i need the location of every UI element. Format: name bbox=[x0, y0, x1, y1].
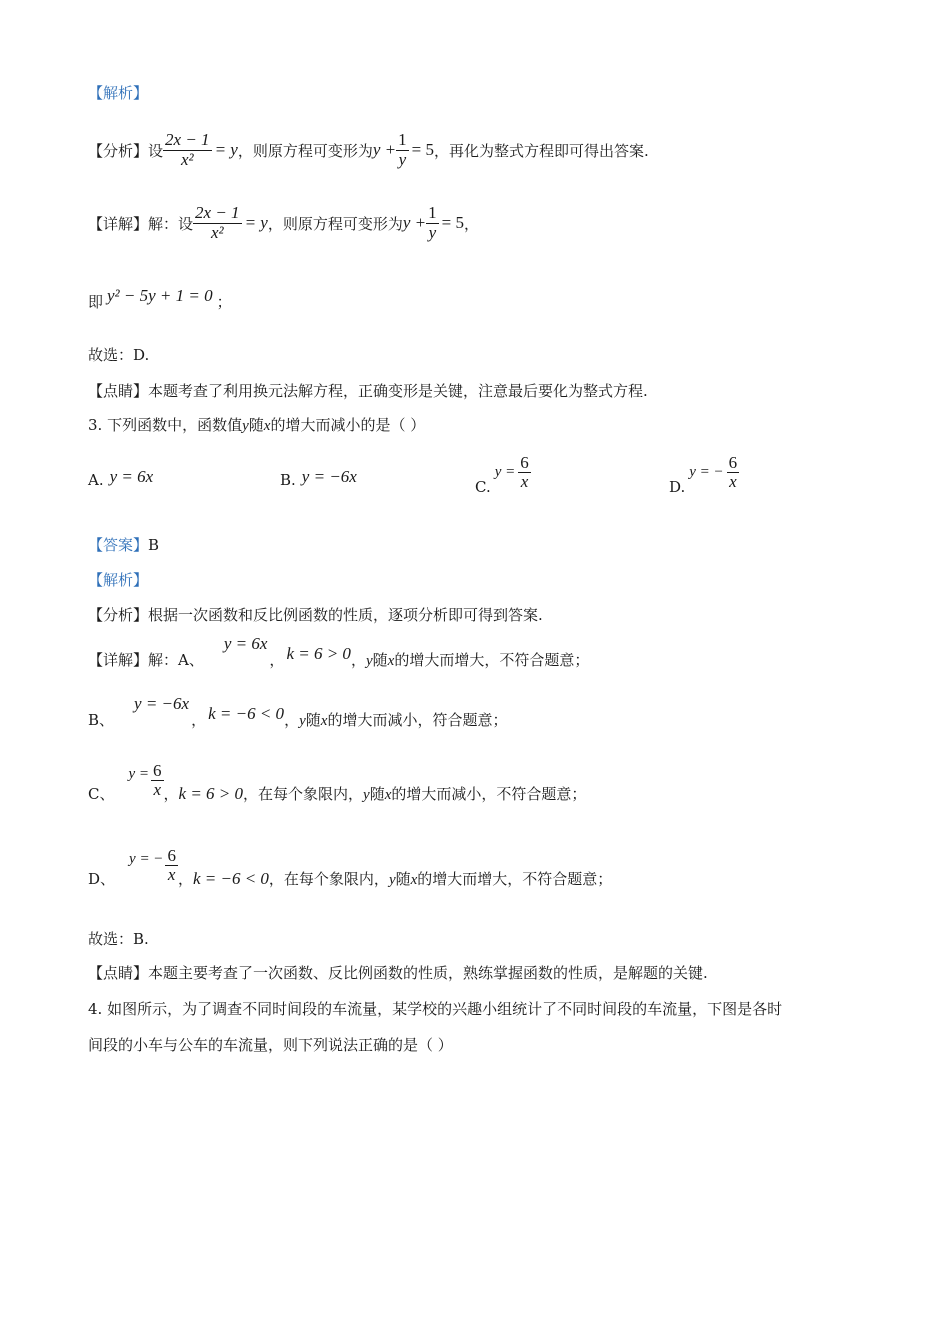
detail-tag: 【详解】 bbox=[88, 214, 149, 233]
fraction-denominator: x bbox=[520, 472, 529, 492]
remark-text: 本题主要考查了一次函数、反比例函数的性质，熟练掌握函数的性质，是解题的关键. bbox=[148, 964, 708, 982]
detail-a-line bbox=[88, 636, 589, 670]
fraction-denominator: x bbox=[167, 865, 176, 885]
question-4-line-2: 间段的小车与公车的车流量，则下列说法正确的是（ ） bbox=[88, 1036, 453, 1054]
equals-five: = 5 bbox=[441, 213, 464, 232]
detail-c-k: k = 6 > 0 bbox=[178, 784, 244, 803]
var-y: y bbox=[365, 653, 373, 669]
fraction-numerator: 1 bbox=[428, 202, 437, 222]
fraction-numerator: 6 bbox=[520, 452, 529, 472]
sui-text: 随 bbox=[372, 651, 388, 669]
detail-b-formula: y = −6x bbox=[134, 694, 190, 713]
analysis-text: 根据一次函数和反比例函数的性质，逐项分析即可得到答案. bbox=[148, 606, 543, 624]
choose-answer-2: 故选：B. bbox=[88, 930, 149, 948]
detail-d-fraction bbox=[165, 847, 178, 885]
detail-d-line bbox=[88, 841, 612, 889]
option-d-label: D. bbox=[669, 478, 686, 496]
fraction-numerator: 6 bbox=[167, 845, 176, 865]
analysis-text-3: ，再化为整式方程即可得出答案. bbox=[433, 141, 649, 160]
detail-text-1: 解：设 bbox=[148, 214, 194, 233]
section-tag-jiexi: 【解析】 bbox=[88, 84, 149, 102]
fraction-numerator: 6 bbox=[153, 760, 162, 780]
detail-c-tail: 的增大而减小，不符合题意； bbox=[391, 785, 587, 803]
choose-answer-1: 故选：D. bbox=[88, 346, 150, 364]
var-y: y bbox=[388, 872, 396, 888]
detail-a-lead: 解：A、 bbox=[148, 651, 204, 669]
detail-c-mid: ，在每个象限内， bbox=[243, 785, 364, 803]
fraction-numerator: 1 bbox=[398, 129, 407, 149]
var-y: y bbox=[299, 713, 306, 729]
substitution-fraction bbox=[193, 204, 242, 242]
detail-c-fraction bbox=[151, 762, 164, 800]
var-y: y bbox=[363, 787, 370, 803]
comma: ， bbox=[350, 651, 366, 669]
comma: ， bbox=[163, 785, 179, 803]
comma: ， bbox=[284, 711, 300, 729]
sui-text: 随 bbox=[305, 711, 321, 729]
analysis-tag: 【分析】 bbox=[88, 606, 149, 624]
detail-tag: 【详解】 bbox=[88, 651, 149, 669]
fraction-denominator: x² bbox=[180, 149, 194, 169]
answer-value: B bbox=[148, 536, 160, 554]
var-x: x bbox=[263, 418, 271, 434]
detail-a-tail: 的增大而增大，不符合题意； bbox=[394, 651, 590, 669]
section-tag-jiexi-2: 【解析】 bbox=[88, 571, 149, 589]
option-c bbox=[475, 448, 531, 496]
detail-b-k: k = −6 < 0 bbox=[208, 704, 285, 723]
option-b-formula: y = −6x bbox=[301, 467, 357, 486]
detail-line-1 bbox=[88, 198, 479, 248]
question-3-stem bbox=[88, 414, 425, 435]
option-a-label: A. bbox=[88, 471, 104, 489]
sui-text: 随 bbox=[395, 870, 411, 888]
fraction-numerator: 6 bbox=[728, 452, 738, 472]
detail-c-line bbox=[88, 756, 586, 804]
detail-text-2: ，则原方程可变形为 bbox=[267, 214, 403, 233]
var-x: x bbox=[387, 653, 395, 669]
analysis-text-1: 设 bbox=[148, 141, 164, 160]
answer-line bbox=[88, 534, 159, 555]
option-a bbox=[88, 467, 154, 490]
detail-b-line bbox=[88, 696, 507, 730]
analysis-line-1 bbox=[88, 125, 649, 175]
analysis-text-2: ，则原方程可变形为 bbox=[237, 141, 373, 160]
detail-b-lead: B、 bbox=[88, 711, 115, 729]
fraction-denominator: x² bbox=[210, 222, 224, 242]
var-x: x bbox=[384, 787, 392, 803]
var-y: y bbox=[242, 418, 249, 434]
option-c-lhs: y = bbox=[494, 464, 516, 481]
detail-d-lead: D、 bbox=[88, 870, 116, 888]
option-d-fraction bbox=[727, 454, 740, 492]
ji-tail: ； bbox=[216, 293, 232, 311]
fraction-numerator: 2x − 1 bbox=[165, 129, 210, 149]
reciprocal-fraction bbox=[426, 204, 439, 242]
equals-five: = 5 bbox=[411, 140, 434, 159]
detail-text-3: ， bbox=[463, 214, 479, 233]
equals-y: = y bbox=[214, 140, 238, 159]
option-b bbox=[280, 467, 357, 490]
question-4-line-1: 4. 如图所示，为了调查不同时间段的车流量，某学校的兴趣小组统计了不同时间段的车流量，下图是各时 bbox=[88, 1000, 783, 1018]
analysis-tag: 【分析】 bbox=[88, 141, 149, 160]
option-d bbox=[669, 448, 739, 496]
remark-tag: 【点睛】 bbox=[88, 382, 149, 400]
detail-d-tail: 的增大而增大，不符合题意； bbox=[417, 870, 613, 888]
option-a-formula: y = 6x bbox=[109, 467, 154, 486]
y-plus: y + bbox=[402, 213, 427, 232]
ji-text: 即 bbox=[88, 293, 104, 311]
detail-c-lhs: y = bbox=[128, 766, 150, 783]
remark-tag: 【点睛】 bbox=[88, 964, 149, 982]
detail-a-formula: y = 6x bbox=[223, 634, 268, 653]
detail-d-lhs: y = − bbox=[129, 851, 164, 868]
remark-line-1 bbox=[88, 380, 648, 401]
remark-text: 本题考查了利用换元法解方程，正确变形是关键，注意最后要化为整式方程. bbox=[148, 382, 648, 400]
fraction-denominator: x bbox=[153, 780, 162, 800]
equals-y: = y bbox=[244, 213, 268, 232]
detail-a-k: k = 6 > 0 bbox=[286, 644, 351, 663]
quadratic-equation: y² − 5y + 1 = 0 bbox=[107, 286, 213, 305]
detail-d-k: k = −6 < 0 bbox=[192, 869, 269, 888]
substitution-fraction bbox=[163, 131, 212, 169]
var-x: x bbox=[410, 872, 418, 888]
fraction-denominator: y bbox=[428, 222, 437, 242]
stem-part-c: 的增大而减小的是（ ） bbox=[270, 416, 426, 434]
detail-b-tail: 的增大而减小，符合题意； bbox=[327, 711, 508, 729]
comma: ， bbox=[191, 711, 207, 729]
fraction-denominator: x bbox=[729, 472, 737, 492]
fraction-denominator: y bbox=[398, 149, 407, 169]
option-c-fraction bbox=[518, 454, 531, 492]
comma: ， bbox=[177, 870, 193, 888]
y-plus: y + bbox=[372, 140, 397, 159]
option-d-lhs: y = − bbox=[689, 464, 724, 481]
stem-part-b: 随 bbox=[248, 416, 264, 434]
detail-d-mid: ，在每个象限内， bbox=[268, 870, 389, 888]
answer-tag: 【答案】 bbox=[88, 536, 149, 554]
reciprocal-fraction bbox=[396, 131, 409, 169]
stem-part-a: 3. 下列函数中，函数值 bbox=[88, 416, 243, 434]
detail-c-lead: C、 bbox=[88, 785, 115, 803]
remark-line-2 bbox=[88, 962, 708, 983]
analysis-line-2 bbox=[88, 604, 543, 625]
sui-text: 随 bbox=[369, 785, 385, 803]
var-x: x bbox=[320, 713, 328, 729]
fraction-numerator: 2x − 1 bbox=[195, 202, 240, 222]
comma: ， bbox=[269, 651, 285, 669]
equation-line bbox=[88, 282, 232, 312]
option-c-label: C. bbox=[475, 478, 491, 496]
option-b-label: B. bbox=[280, 471, 296, 489]
